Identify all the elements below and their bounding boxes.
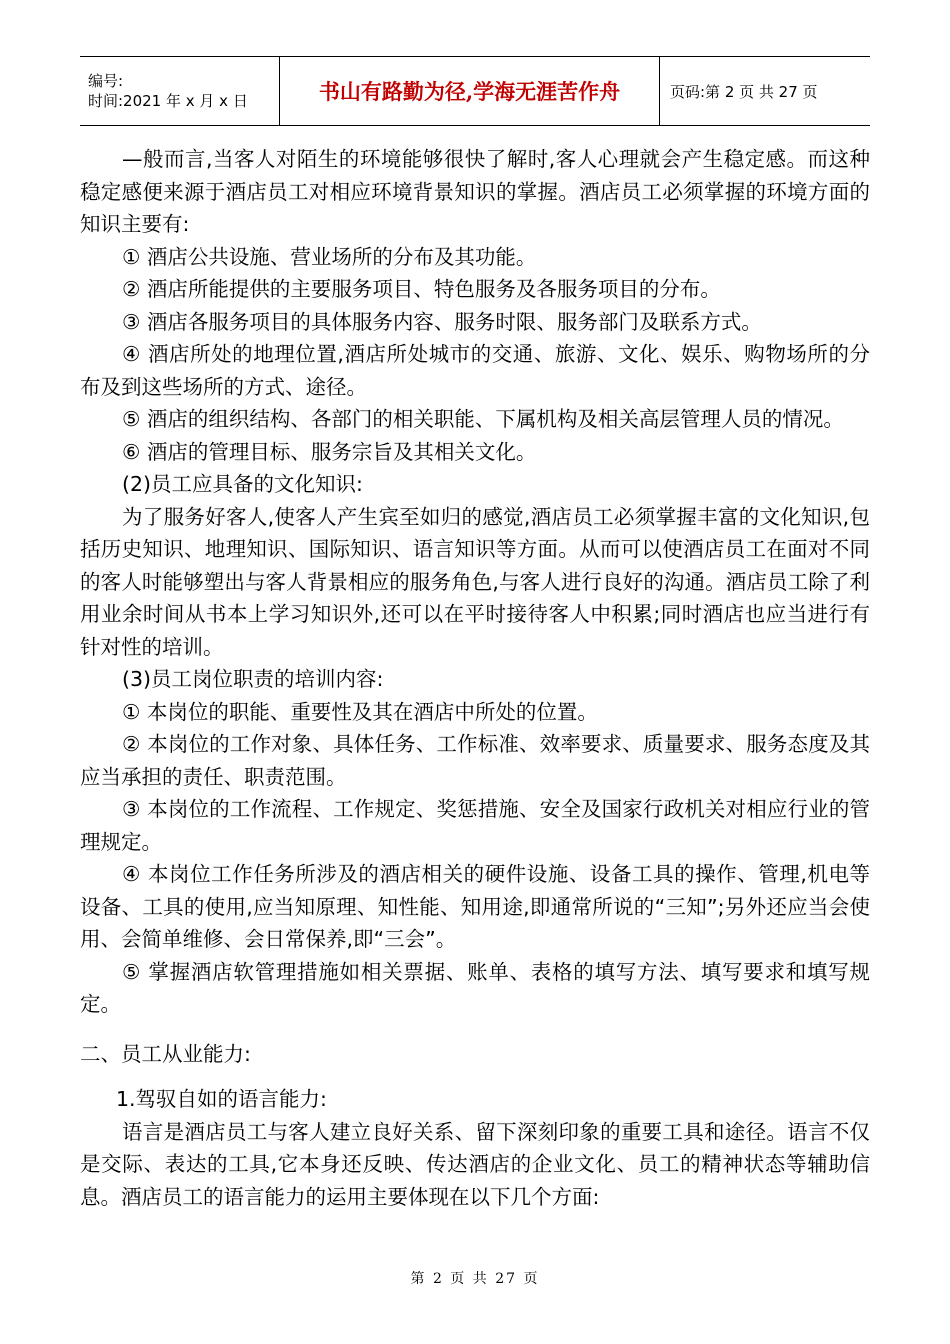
header-page-info: 页码:第 2 页 共 27 页: [670, 82, 818, 101]
list-item: ④ 本岗位工作任务所涉及的酒店相关的硬件设施、设备工具的操作、管理,机电等设备、工具的使用,应当知原理、知性能、知用途,即通常所说的“三知”;另外还应当会使用、会简单维修、会日常保养,即“三会”。: [80, 862, 870, 951]
header-motto-cell: [280, 57, 660, 125]
header-motto: 书山有路勤为径,学海无涯苦作舟: [318, 79, 621, 104]
document-number: 编号:: [88, 72, 124, 90]
list-item: ③ 本岗位的工作流程、工作规定、奖惩措施、安全及国家行政机关对相应行业的管理规定。: [80, 797, 870, 854]
list-item: ⑤ 掌握酒店软管理措施如相关票据、账单、表格的填写方法、填写要求和填写规定。: [80, 959, 870, 1016]
page-footer: 第 2 页 共 27 页: [410, 1271, 540, 1287]
list-item: ① 本岗位的职能、重要性及其在酒店中所处的位置。: [122, 699, 598, 724]
header-page-cell: [660, 57, 870, 125]
subheading: (3)员工岗位职责的培训内容:: [122, 667, 384, 691]
document-date: 时间:2021 年 x 月 x 日: [88, 92, 248, 110]
list-item: ⑥ 酒店的管理目标、服务宗旨及其相关文化。: [122, 439, 537, 464]
paragraph: 为了服务好客人,使客人产生宾至如归的感觉,酒店员工必须掌握丰富的文化知识,包括历史知识、地理知识、国际知识、语言知识等方面。从而可以使酒店员工在面对不同的客人时能够塑出与客人背景相应的服务角色,与客人进行良好的沟通。酒店员工除了利用业余时间从书本上学习知识外,还可以在平时接待客人中积累;同时酒店也应当进行有针对性的培训。: [80, 504, 870, 659]
list-item: ④ 酒店所处的地理位置,酒店所处城市的交通、旅游、文化、娱乐、购物场所的分布及到这些场所的方式、途径。: [80, 342, 870, 399]
list-item: ② 本岗位的工作对象、具体任务、工作标准、效率要求、质量要求、服务态度及其应当承担的责任、职责范围。: [80, 732, 870, 789]
list-item: ⑤ 酒店的组织结构、各部门的相关职能、下属机构及相关高层管理人员的情况。: [122, 407, 844, 431]
page-header: [80, 56, 870, 126]
paragraph: —般而言,当客人对陌生的环境能够很快了解时,客人心理就会产生稳定感。而这种稳定感便来源于酒店员工对相应环境背景知识的掌握。酒店员工必须掌握的环境方面的知识主要有:: [80, 147, 870, 236]
section-heading: 二、员工从业能力:: [80, 1041, 251, 1066]
document-body: [80, 143, 870, 1213]
paragraph: 语言是酒店员工与客人建立良好关系、留下深刻印象的重要工具和途径。语言不仅是交际、表达的工具,它本身还反映、传达酒店的企业文化、员工的精神状态等辅助信息。酒店员工的语言能力的运用主要体现在以下几个方面:: [80, 1119, 870, 1209]
header-meta: [80, 57, 280, 125]
list-item: ② 酒店所能提供的主要服务项目、特色服务及各服务项目的分布。: [122, 277, 721, 301]
list-item: ③ 酒店各服务项目的具体服务内容、服务时限、服务部门及联系方式。: [122, 309, 762, 334]
list-item: ① 酒店公共设施、营业场所的分布及其功能。: [122, 244, 537, 269]
subheading: (2)员工应具备的文化知识:: [122, 472, 363, 496]
subsection-heading: 1.驾驭自如的语言能力:: [116, 1087, 327, 1111]
